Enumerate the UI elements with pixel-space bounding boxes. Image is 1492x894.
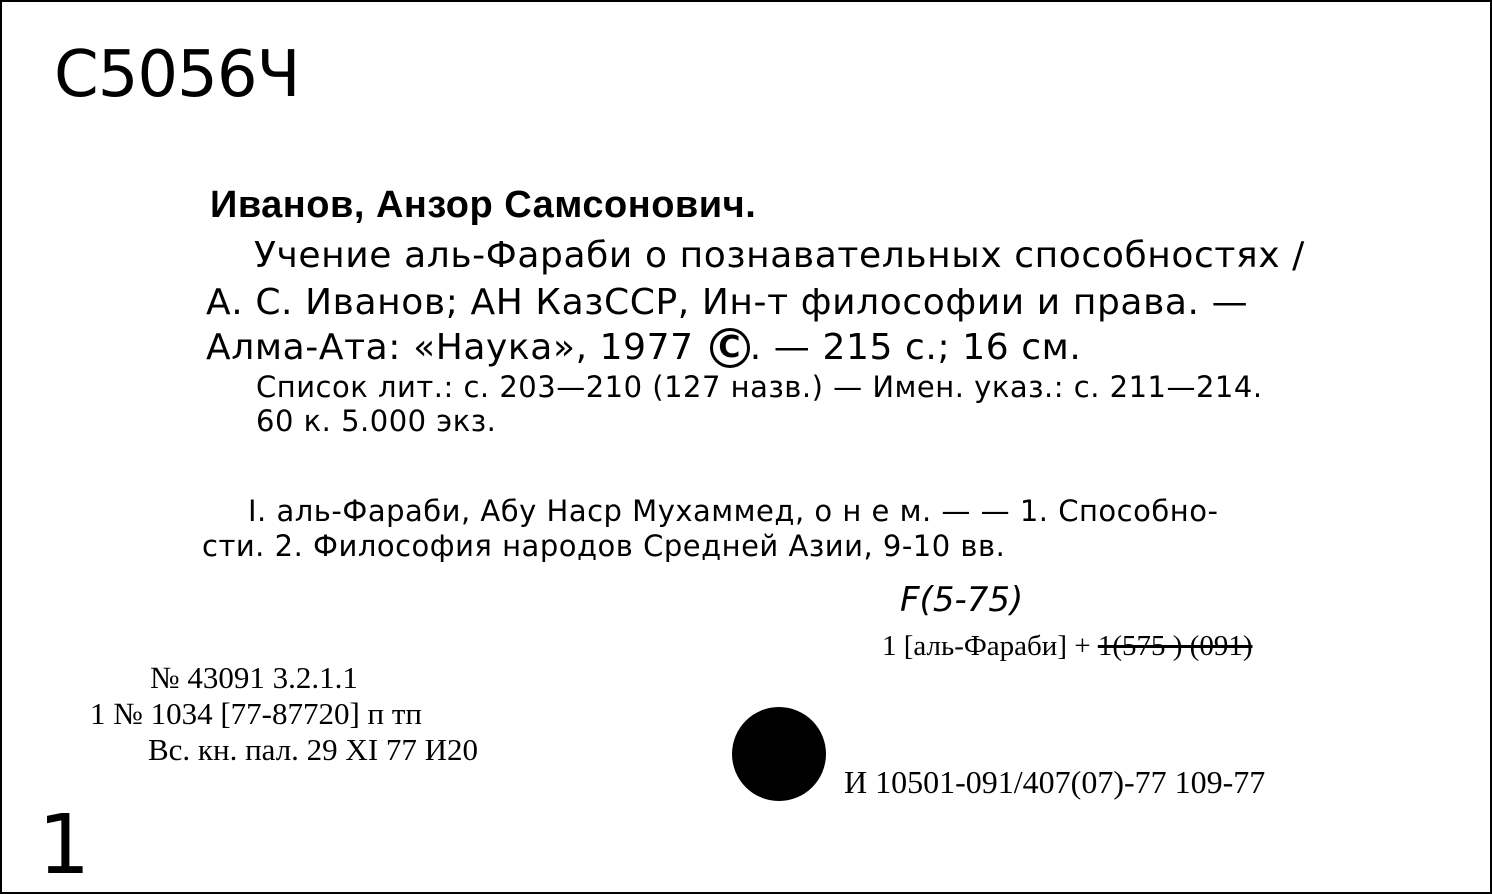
index-code: И 10501-091/407(07)-77 109-77 <box>844 764 1266 800</box>
classification-struck: 1(575 ) (091) <box>1097 630 1253 662</box>
subjects-line-1: I. аль-Фараби, Абу Наср Мухаммед, о н е м. — — 1. Способно- <box>248 494 1219 528</box>
registry-line-3: Вс. кн. пал. 29 XI 77 И20 <box>148 732 479 767</box>
author-heading: Иванов, Анзор Самсонович. <box>210 184 757 226</box>
subjects-line-2: сти. 2. Философия народов Средней Азии, 9-10 вв. <box>202 529 1006 563</box>
notes-line-1: Список лит.: с. 203—210 (127 назв.) — Имен. указ.: с. 211—214. <box>256 370 1263 404</box>
title-line-2: А. С. Иванов; АН КазССР, Ин-т философии и права. — <box>206 282 1249 323</box>
title-line-3 <box>206 327 1081 368</box>
copyright-icon: С <box>710 328 750 368</box>
classification-printed <box>882 630 1252 663</box>
classification-main: 1 [аль-Фараби] + <box>882 630 1098 662</box>
registry-line-1: № 43091 3.2.1.1 <box>150 660 358 695</box>
collation-text: . — 215 с.; 16 см. <box>749 327 1082 368</box>
imprint-text: Алма-Ата: «Наука», 1977 <box>206 327 694 368</box>
notes-line-2: 60 к. 5.000 экз. <box>256 404 497 438</box>
call-number: С5056Ч <box>54 38 300 112</box>
punch-hole <box>732 707 826 801</box>
registry-line-2: 1 № 1034 [77-87720] п тп <box>90 696 423 731</box>
classification-handwritten: F(5-75) <box>900 580 1024 620</box>
card-number-handwritten: 1 <box>38 798 91 893</box>
title-line-1: Учение аль-Фараби о познавательных способностях / <box>254 235 1305 276</box>
